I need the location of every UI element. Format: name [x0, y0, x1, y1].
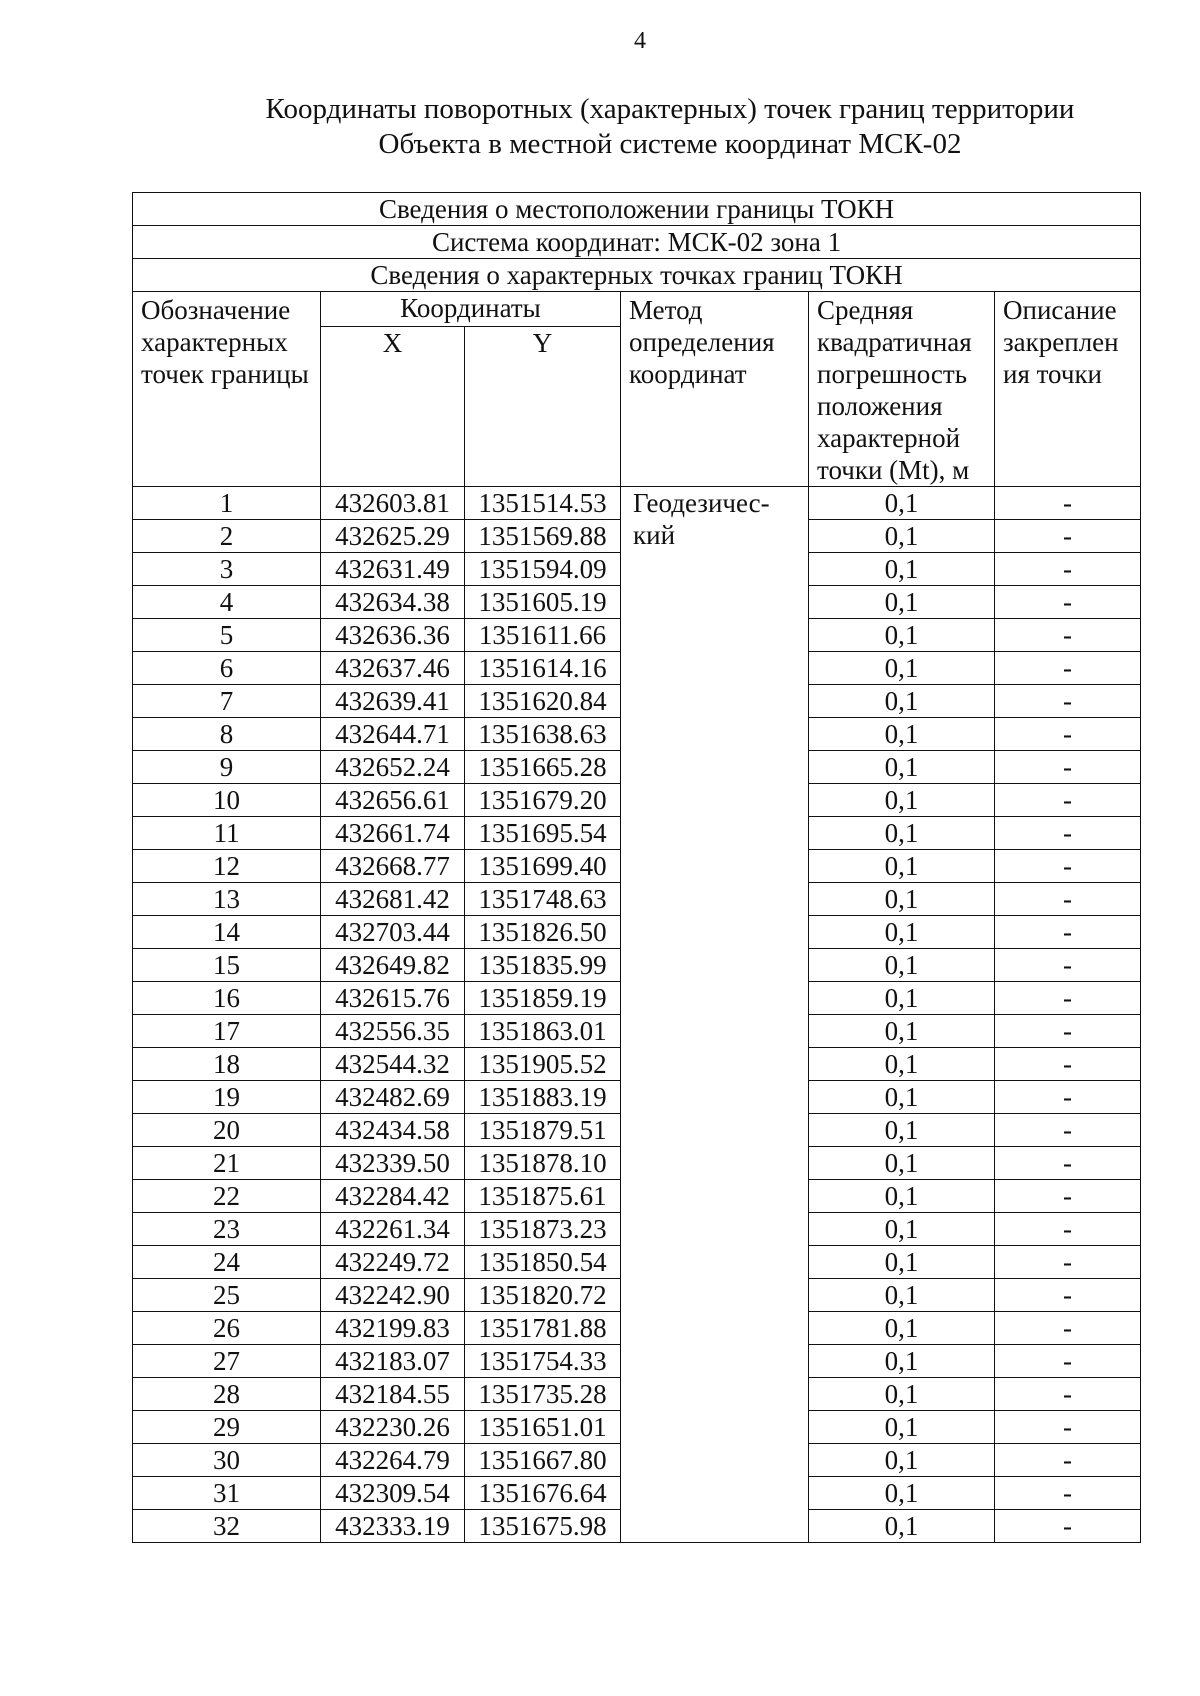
cell-point-number: 25	[133, 1279, 321, 1312]
cell-x: 432434.58	[321, 1114, 465, 1147]
cell-point-number: 7	[133, 685, 321, 718]
cell-x: 432556.35	[321, 1015, 465, 1048]
cell-x: 432644.71	[321, 718, 465, 751]
cell-description: -	[995, 619, 1141, 652]
cell-x: 432184.55	[321, 1378, 465, 1411]
cell-description: -	[995, 487, 1141, 520]
cell-description: -	[995, 1015, 1141, 1048]
cell-y: 1351863.01	[465, 1015, 621, 1048]
cell-y: 1351695.54	[465, 817, 621, 850]
cell-point-number: 20	[133, 1114, 321, 1147]
cell-description: -	[995, 916, 1141, 949]
cell-description: -	[995, 1444, 1141, 1477]
cell-description: -	[995, 1378, 1141, 1411]
col-header-y: Y	[465, 327, 621, 487]
cell-description: -	[995, 949, 1141, 982]
cell-x: 432309.54	[321, 1477, 465, 1510]
cell-accuracy: 0,1	[809, 1312, 995, 1345]
cell-point-number: 27	[133, 1345, 321, 1378]
cell-x: 432668.77	[321, 850, 465, 883]
cell-description: -	[995, 1477, 1141, 1510]
cell-y: 1351873.23	[465, 1213, 621, 1246]
cell-y: 1351748.63	[465, 883, 621, 916]
cell-description: -	[995, 1213, 1141, 1246]
cell-accuracy: 0,1	[809, 1114, 995, 1147]
cell-x: 432649.82	[321, 949, 465, 982]
cell-x: 432339.50	[321, 1147, 465, 1180]
cell-accuracy: 0,1	[809, 784, 995, 817]
cell-x: 432625.29	[321, 520, 465, 553]
cell-accuracy: 0,1	[809, 487, 995, 520]
cell-point-number: 6	[133, 652, 321, 685]
cell-y: 1351620.84	[465, 685, 621, 718]
cell-y: 1351679.20	[465, 784, 621, 817]
cell-description: -	[995, 817, 1141, 850]
cell-x: 432242.90	[321, 1279, 465, 1312]
cell-accuracy: 0,1	[809, 850, 995, 883]
col-header-coordinates: Координаты	[321, 292, 621, 327]
cell-accuracy: 0,1	[809, 520, 995, 553]
cell-y: 1351820.72	[465, 1279, 621, 1312]
cell-point-number: 30	[133, 1444, 321, 1477]
cell-description: -	[995, 1246, 1141, 1279]
cell-point-number: 1	[133, 487, 321, 520]
cell-accuracy: 0,1	[809, 883, 995, 916]
cell-point-number: 19	[133, 1081, 321, 1114]
cell-description: -	[995, 652, 1141, 685]
cell-point-number: 9	[133, 751, 321, 784]
cell-description: -	[995, 1279, 1141, 1312]
cell-accuracy: 0,1	[809, 1477, 995, 1510]
cell-y: 1351883.19	[465, 1081, 621, 1114]
cell-description: -	[995, 883, 1141, 916]
cell-description: -	[995, 1312, 1141, 1345]
coordinates-table	[132, 192, 1141, 1543]
cell-accuracy: 0,1	[809, 1015, 995, 1048]
cell-accuracy: 0,1	[809, 1378, 995, 1411]
col-header-x: X	[321, 327, 465, 487]
cell-accuracy: 0,1	[809, 751, 995, 784]
cell-x: 432631.49	[321, 553, 465, 586]
cell-description: -	[995, 784, 1141, 817]
cell-description: -	[995, 1411, 1141, 1444]
cell-x: 432264.79	[321, 1444, 465, 1477]
document-title	[0, 92, 1200, 162]
cell-point-number: 17	[133, 1015, 321, 1048]
cell-point-number: 15	[133, 949, 321, 982]
col-header-accuracy: Средняя квадратичная погрешность положения характерной точки (Mt), м	[809, 292, 995, 487]
cell-accuracy: 0,1	[809, 1048, 995, 1081]
cell-point-number: 3	[133, 553, 321, 586]
cell-accuracy: 0,1	[809, 1081, 995, 1114]
cell-y: 1351699.40	[465, 850, 621, 883]
cell-accuracy: 0,1	[809, 817, 995, 850]
cell-y: 1351665.28	[465, 751, 621, 784]
cell-description: -	[995, 1147, 1141, 1180]
cell-point-number: 12	[133, 850, 321, 883]
title-line-1: Координаты поворотных (характерных) точек границ территории	[265, 93, 1075, 125]
cell-description: -	[995, 718, 1141, 751]
cell-point-number: 2	[133, 520, 321, 553]
cell-description: -	[995, 982, 1141, 1015]
cell-description: -	[995, 1081, 1141, 1114]
cell-description: -	[995, 850, 1141, 883]
cell-x: 432703.44	[321, 916, 465, 949]
cell-description: -	[995, 1114, 1141, 1147]
cell-point-number: 5	[133, 619, 321, 652]
cell-description: -	[995, 553, 1141, 586]
cell-x: 432230.26	[321, 1411, 465, 1444]
cell-y: 1351835.99	[465, 949, 621, 982]
cell-y: 1351781.88	[465, 1312, 621, 1345]
cell-y: 1351594.09	[465, 553, 621, 586]
cell-x: 432656.61	[321, 784, 465, 817]
cell-point-number: 13	[133, 883, 321, 916]
cell-y: 1351638.63	[465, 718, 621, 751]
cell-accuracy: 0,1	[809, 685, 995, 718]
cell-x: 432637.46	[321, 652, 465, 685]
col-header-point: Обозначение характерных точек границы	[133, 292, 321, 487]
cell-point-number: 24	[133, 1246, 321, 1279]
col-header-description: Описание закреплен ия точки	[995, 292, 1141, 487]
header-location: Сведения о местоположении границы ТОКН	[133, 193, 1141, 226]
cell-accuracy: 0,1	[809, 1246, 995, 1279]
cell-y: 1351754.33	[465, 1345, 621, 1378]
cell-y: 1351878.10	[465, 1147, 621, 1180]
header-points: Сведения о характерных точках границ ТОКН	[133, 259, 1141, 292]
cell-y: 1351514.53	[465, 487, 621, 520]
cell-x: 432615.76	[321, 982, 465, 1015]
cell-accuracy: 0,1	[809, 1411, 995, 1444]
cell-accuracy: 0,1	[809, 1345, 995, 1378]
cell-y: 1351569.88	[465, 520, 621, 553]
cell-y: 1351905.52	[465, 1048, 621, 1081]
cell-x: 432284.42	[321, 1180, 465, 1213]
cell-accuracy: 0,1	[809, 1147, 995, 1180]
cell-accuracy: 0,1	[809, 586, 995, 619]
cell-description: -	[995, 520, 1141, 553]
cell-method: Геодезичес- кий	[621, 487, 809, 1543]
cell-x: 432634.38	[321, 586, 465, 619]
header-coord-system: Система координат: МСК-02 зона 1	[133, 226, 1141, 259]
cell-x: 432261.34	[321, 1213, 465, 1246]
cell-x: 432681.42	[321, 883, 465, 916]
cell-accuracy: 0,1	[809, 1279, 995, 1312]
cell-x: 432661.74	[321, 817, 465, 850]
table-row	[133, 487, 1141, 520]
cell-accuracy: 0,1	[809, 1213, 995, 1246]
cell-y: 1351675.98	[465, 1510, 621, 1543]
cell-point-number: 22	[133, 1180, 321, 1213]
cell-point-number: 28	[133, 1378, 321, 1411]
cell-description: -	[995, 751, 1141, 784]
cell-point-number: 10	[133, 784, 321, 817]
cell-description: -	[995, 1510, 1141, 1543]
cell-y: 1351651.01	[465, 1411, 621, 1444]
cell-point-number: 16	[133, 982, 321, 1015]
col-header-method: Метод определения координат	[621, 292, 809, 487]
cell-point-number: 8	[133, 718, 321, 751]
cell-x: 432183.07	[321, 1345, 465, 1378]
cell-y: 1351826.50	[465, 916, 621, 949]
title-line-2: Объекта в местной системе координат МСК-02	[378, 128, 962, 160]
cell-description: -	[995, 586, 1141, 619]
cell-accuracy: 0,1	[809, 718, 995, 751]
cell-description: -	[995, 1180, 1141, 1213]
cell-y: 1351611.66	[465, 619, 621, 652]
cell-description: -	[995, 685, 1141, 718]
cell-accuracy: 0,1	[809, 553, 995, 586]
cell-point-number: 14	[133, 916, 321, 949]
cell-x: 432639.41	[321, 685, 465, 718]
cell-point-number: 29	[133, 1411, 321, 1444]
cell-x: 432333.19	[321, 1510, 465, 1543]
cell-x: 432249.72	[321, 1246, 465, 1279]
cell-y: 1351859.19	[465, 982, 621, 1015]
cell-point-number: 32	[133, 1510, 321, 1543]
cell-y: 1351605.19	[465, 586, 621, 619]
cell-point-number: 23	[133, 1213, 321, 1246]
cell-accuracy: 0,1	[809, 982, 995, 1015]
cell-point-number: 18	[133, 1048, 321, 1081]
cell-x: 432482.69	[321, 1081, 465, 1114]
cell-description: -	[995, 1345, 1141, 1378]
cell-accuracy: 0,1	[809, 916, 995, 949]
cell-accuracy: 0,1	[809, 949, 995, 982]
cell-accuracy: 0,1	[809, 619, 995, 652]
cell-accuracy: 0,1	[809, 1180, 995, 1213]
cell-accuracy: 0,1	[809, 652, 995, 685]
cell-y: 1351735.28	[465, 1378, 621, 1411]
page-number: 4	[634, 28, 646, 54]
cell-accuracy: 0,1	[809, 1444, 995, 1477]
cell-point-number: 11	[133, 817, 321, 850]
cell-x: 432199.83	[321, 1312, 465, 1345]
cell-y: 1351875.61	[465, 1180, 621, 1213]
cell-y: 1351879.51	[465, 1114, 621, 1147]
cell-x: 432603.81	[321, 487, 465, 520]
cell-x: 432636.36	[321, 619, 465, 652]
cell-x: 432544.32	[321, 1048, 465, 1081]
cell-point-number: 31	[133, 1477, 321, 1510]
cell-y: 1351614.16	[465, 652, 621, 685]
cell-point-number: 4	[133, 586, 321, 619]
cell-point-number: 21	[133, 1147, 321, 1180]
cell-y: 1351850.54	[465, 1246, 621, 1279]
cell-point-number: 26	[133, 1312, 321, 1345]
cell-accuracy: 0,1	[809, 1510, 995, 1543]
cell-description: -	[995, 1048, 1141, 1081]
cell-y: 1351676.64	[465, 1477, 621, 1510]
cell-y: 1351667.80	[465, 1444, 621, 1477]
cell-x: 432652.24	[321, 751, 465, 784]
